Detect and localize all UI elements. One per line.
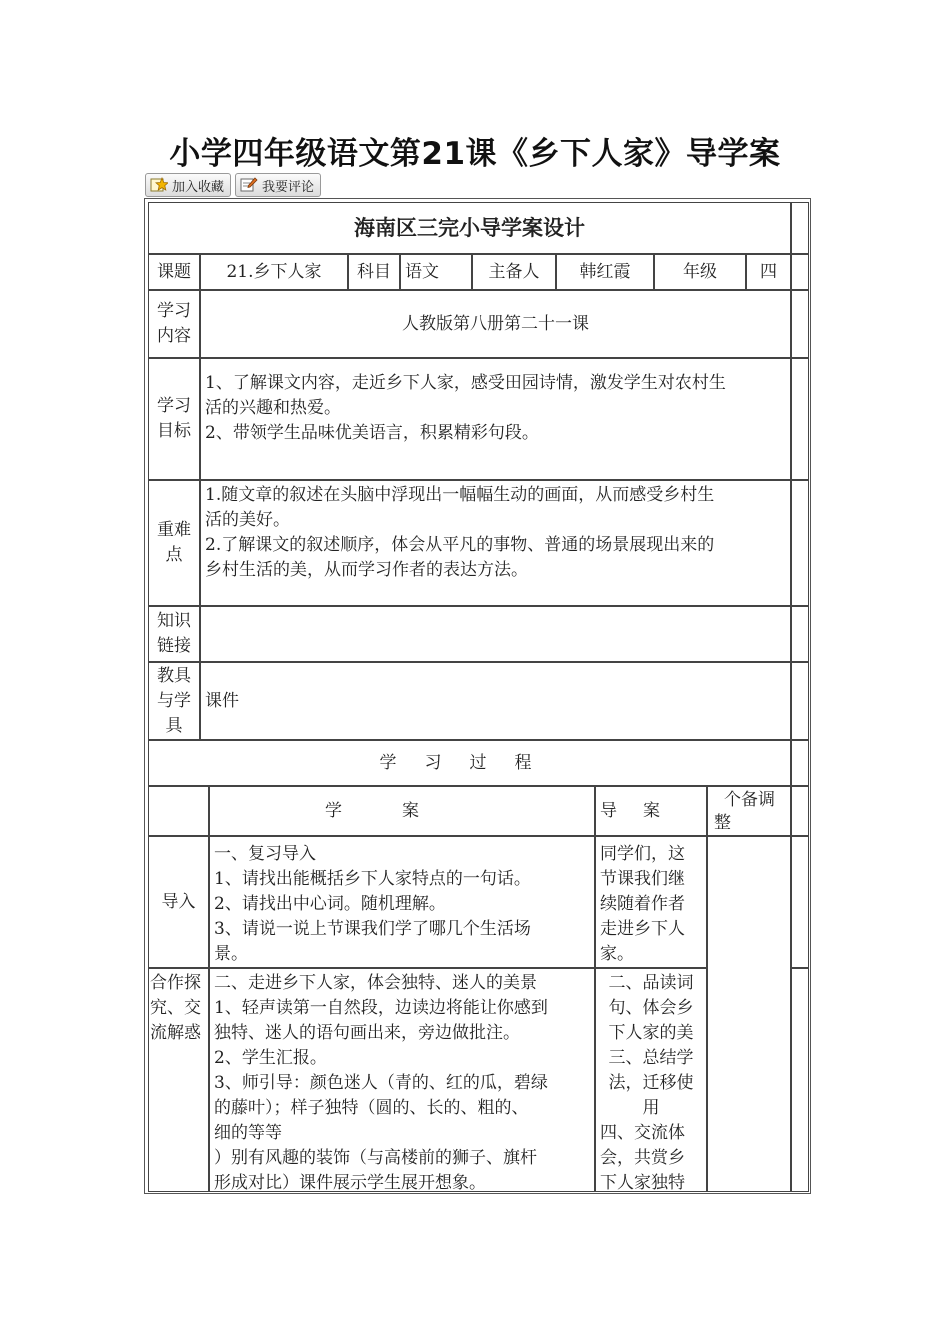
lesson-label: 课题 — [148, 254, 200, 290]
comment-button[interactable] — [235, 173, 321, 197]
guide-column-header — [595, 786, 707, 836]
intro-guide-line: 走进乡下人 — [600, 919, 685, 939]
right-spacer-cell — [791, 740, 809, 786]
intro-study-line: 景。 — [214, 944, 248, 964]
key-points-line: 2.了解课文的叙述顺序，体会从平凡的事物、普通的场景展现出来的 — [205, 535, 715, 555]
explore-guide-line: 二、品读词 — [608, 973, 694, 993]
favorite-star-icon — [150, 177, 168, 193]
content-label-line: 学习 — [157, 301, 191, 321]
explore-guide-line: 四、交流体 — [600, 1123, 685, 1143]
adjust-header-line: 整 — [714, 813, 731, 833]
key-points-label — [148, 480, 200, 606]
right-spacer-cell — [791, 480, 809, 606]
explore-label — [148, 968, 209, 1192]
process-heading-text: 学习过程 — [379, 752, 560, 773]
lesson-value: 21.乡下人家 — [200, 254, 348, 290]
goals-line: 1、了解课文内容，走近乡下人家，感受田园诗情，激发学生对农村生 — [205, 373, 726, 393]
grade-value: 四 — [746, 254, 791, 290]
right-spacer-cell — [791, 662, 809, 740]
process-heading — [148, 740, 791, 786]
knowledge-label-line: 知识 — [157, 611, 191, 631]
study-column-header — [209, 786, 595, 836]
right-spacer-cell — [791, 968, 809, 1192]
explore-guide-line: 会，共赏乡 — [600, 1148, 685, 1168]
tools-label — [148, 662, 200, 740]
intro-study-content — [209, 836, 595, 968]
comment-label: 我要评论 — [262, 179, 315, 195]
add-favorite-button[interactable] — [145, 173, 231, 197]
explore-guide-line: 下人家独特 — [600, 1173, 685, 1192]
guide-column-header-text: 导案 — [600, 800, 686, 821]
intro-guide-content — [595, 836, 707, 968]
intro-guide-line: 同学们，这 — [600, 844, 685, 864]
explore-study-line: 二、走进乡下人家，体会独特、迷人的美景 — [214, 973, 537, 993]
tools-label-line: 与学 — [157, 690, 191, 711]
key-points-line: 活的美好。 — [205, 510, 290, 530]
intro-study-line: 一、复习导入 — [214, 844, 316, 864]
explore-guide-line: 用 — [642, 1098, 660, 1118]
key-points-label-line: 点 — [165, 545, 183, 565]
key-points-label-line: 重难 — [157, 520, 191, 540]
column-header-empty — [148, 786, 209, 836]
explore-study-line: 的藤叶）；样子独特（圆的、长的、粗的、 — [214, 1098, 529, 1118]
key-points-content — [200, 480, 791, 606]
goals-content — [200, 358, 791, 480]
content-label — [148, 290, 200, 358]
explore-study-line: 独特、迷人的语句画出来，旁边做批注。 — [214, 1023, 520, 1043]
intro-guide-line: 续随着作者 — [600, 894, 685, 914]
page-title: 小学四年级语文第21课《乡下人家》导学案 — [169, 136, 781, 172]
goals-label — [148, 358, 200, 480]
content-value: 人教版第八册第二十一课 — [200, 290, 791, 358]
pencil-note-icon — [240, 177, 258, 193]
explore-study-line: 形成对比）课件展示学生展开想象。 — [214, 1173, 486, 1192]
knowledge-label-line: 链接 — [157, 636, 191, 656]
content-label-line: 内容 — [157, 326, 191, 346]
explore-guide-line: 三、总结学 — [608, 1048, 694, 1068]
explore-study-line: ）别有风趣的装饰（与高楼前的狮子、旗杆 — [214, 1148, 537, 1168]
goals-label-line: 学习 — [157, 396, 191, 416]
add-favorite-label: 加入收藏 — [172, 179, 225, 195]
table-heading: 海南区三完小导学案设计 — [148, 202, 791, 254]
toolbar — [145, 173, 321, 197]
intro-study-line: 3、请说一说上节课我们学了哪几个生活场 — [214, 919, 531, 939]
explore-guide-line: 句、体会乡 — [608, 998, 694, 1018]
explore-study-line: 3、师引导：颜色迷人（青的、红的瓜，碧绿 — [214, 1073, 548, 1093]
explore-guide-line: 下人家的美 — [608, 1023, 694, 1043]
goals-line: 活的兴趣和热爱。 — [205, 398, 341, 418]
knowledge-value — [200, 606, 791, 662]
preparer-label: 主备人 — [472, 254, 556, 290]
right-spacer-cell — [791, 606, 809, 662]
tools-value: 课件 — [200, 662, 791, 740]
explore-study-line: 1、轻声读第一自然段，边读边将能让你感到 — [214, 998, 548, 1018]
right-spacer-cell — [791, 836, 809, 968]
study-column-header-text: 学案 — [325, 800, 479, 821]
explore-label-line: 流解惑 — [150, 1023, 201, 1043]
key-points-line: 乡村生活的美，从而学习作者的表达方法。 — [205, 560, 528, 580]
tools-label-line: 教具 — [157, 665, 191, 686]
adjust-column-header — [707, 786, 791, 836]
right-spacer-cell — [791, 786, 809, 836]
intro-study-line: 1、请找出能概括乡下人家特点的一句话。 — [214, 869, 531, 889]
intro-guide-line: 节课我们继 — [600, 869, 685, 889]
explore-guide-content — [595, 968, 707, 1192]
goals-label-line: 目标 — [157, 421, 191, 441]
goals-line: 2、带领学生品味优美语言，积累精彩句段。 — [205, 423, 539, 443]
explore-study-line: 2、学生汇报。 — [214, 1048, 327, 1068]
adjust-header-line: 个备调 — [724, 790, 775, 810]
intro-label: 导入 — [148, 836, 209, 968]
knowledge-label — [148, 606, 200, 662]
explore-label-line: 究、交 — [150, 998, 201, 1018]
explore-label-line: 合作探 — [150, 973, 201, 993]
key-points-line: 1.随文章的叙述在头脑中浮现出一幅幅生动的画面，从而感受乡村生 — [205, 485, 715, 505]
right-spacer-cell — [791, 358, 809, 480]
intro-study-line: 2、请找出中心词。随机理解。 — [214, 894, 446, 914]
intro-guide-line: 家。 — [600, 944, 634, 964]
subject-label: 科目 — [348, 254, 400, 290]
adjust-cell — [707, 836, 791, 1192]
explore-study-line: 细的等等 — [214, 1123, 282, 1143]
right-spacer-cell — [791, 290, 809, 358]
preparer-value: 韩红霞 — [556, 254, 654, 290]
tools-label-line: 具 — [165, 715, 183, 736]
right-spacer-cell — [791, 254, 809, 290]
explore-study-content — [209, 968, 595, 1192]
subject-value: 语文 — [400, 254, 472, 290]
right-spacer-cell — [791, 202, 809, 254]
explore-guide-line: 法，迁移使 — [608, 1073, 694, 1093]
grade-label: 年级 — [654, 254, 746, 290]
